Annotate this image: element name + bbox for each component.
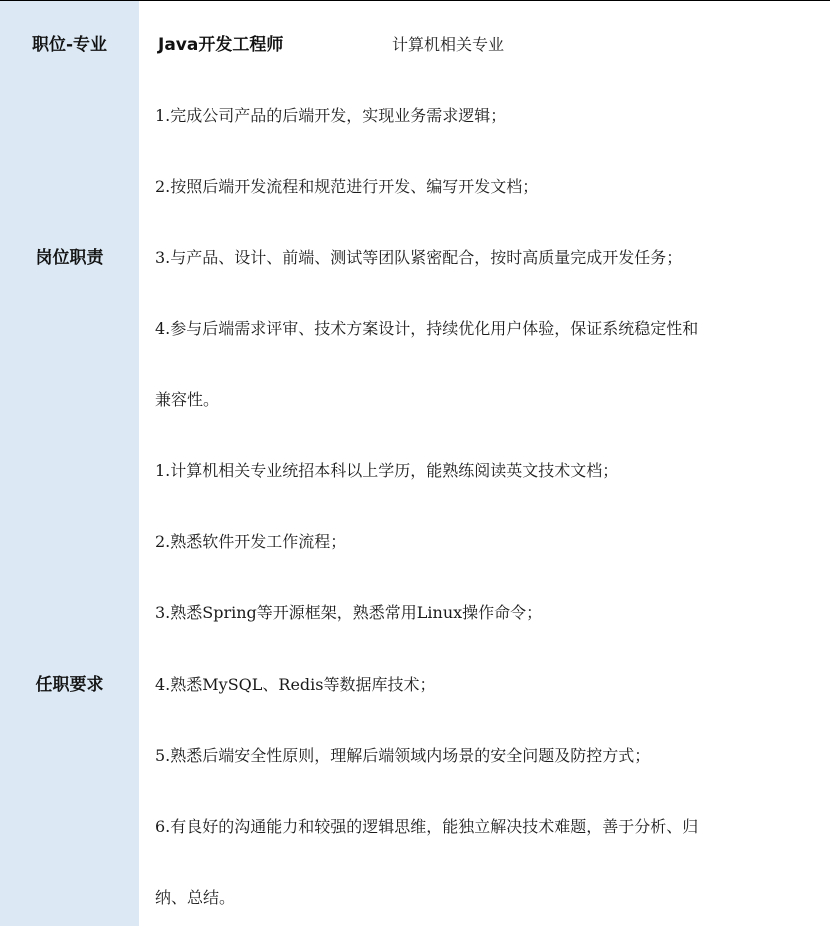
requirement-item: 2.熟悉软件开发工作流程； [155, 532, 347, 551]
requirement-item: 6.有良好的沟通能力和较强的逻辑思维，能独立解决技术难题，善于分析、归 [155, 817, 699, 836]
requirements-label: 任职要求 [35, 675, 104, 695]
duties-label: 岗位职责 [35, 248, 104, 268]
label-column [0, 1, 139, 926]
duty-item-continuation: 兼容性。 [155, 390, 220, 409]
position-title: Java开发工程师 [158, 35, 284, 55]
requirement-item: 1.计算机相关专业统招本科以上学历，能熟练阅读英文技术文档； [155, 461, 619, 480]
major-requirement: 计算机相关专业 [392, 35, 505, 54]
requirement-item-continuation: 纳、总结。 [155, 888, 236, 907]
duty-item: 2.按照后端开发流程和规范进行开发、编写开发文档； [155, 177, 539, 196]
requirement-item: 4.熟悉MySQL、Redis等数据库技术； [155, 675, 436, 694]
requirement-item: 3.熟悉Spring等开源框架，熟悉常用Linux操作命令； [155, 603, 543, 622]
duty-item: 1.完成公司产品的后端开发，实现业务需求逻辑； [155, 106, 507, 125]
duty-item: 3.与产品、设计、前端、测试等团队紧密配合，按时高质量完成开发任务； [155, 248, 683, 267]
position-major-label: 职位-专业 [31, 35, 108, 55]
duty-item: 4.参与后端需求评审、技术方案设计，持续优化用户体验，保证系统稳定性和 [155, 319, 699, 338]
requirement-item: 5.熟悉后端安全性原则，理解后端领域内场景的安全问题及防控方式； [155, 746, 651, 765]
